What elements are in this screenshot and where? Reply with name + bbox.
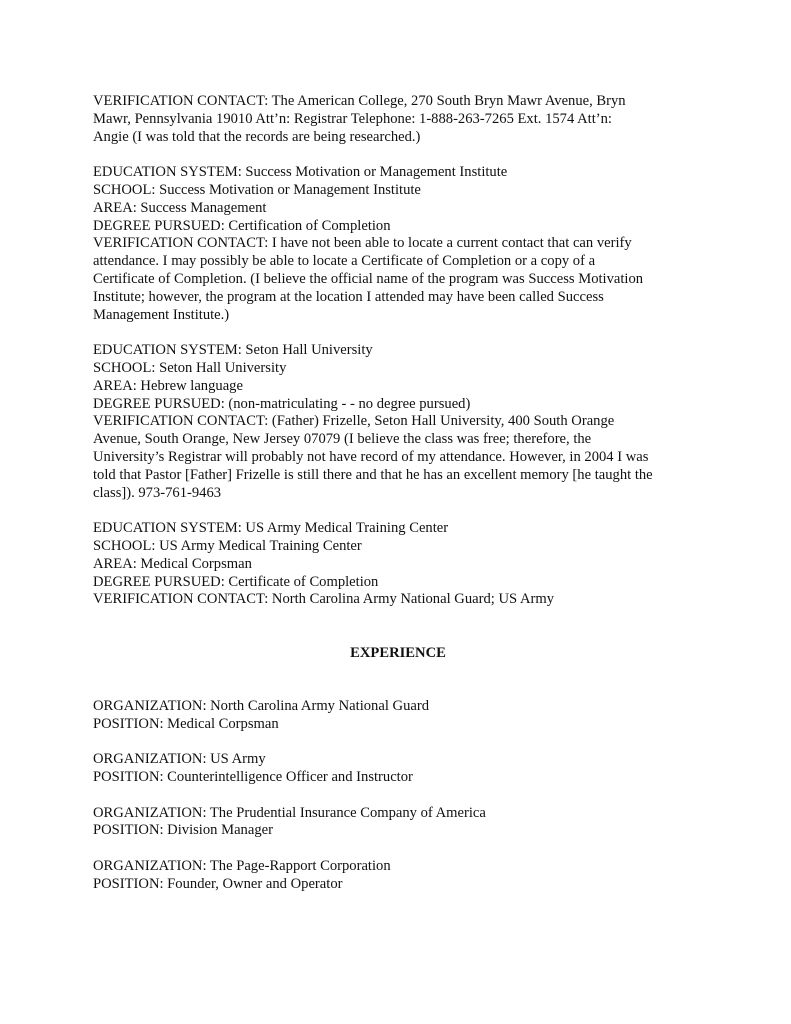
- experience-entry: [93, 858, 703, 894]
- text-line: AREA: Hebrew language: [93, 377, 243, 394]
- text-line: class]). 973-761-9463: [93, 484, 222, 501]
- organization-line: ORGANIZATION: North Carolina Army National Guard: [93, 697, 429, 714]
- american-college-verification: [93, 93, 703, 146]
- text-line: EDUCATION SYSTEM: Seton Hall University: [93, 342, 373, 359]
- text-line: VERIFICATION CONTACT: The American College, 270 South Bryn Mawr Avenue, Bryn: [93, 93, 626, 109]
- text-line: SCHOOL: Success Motivation or Management Institute: [93, 181, 421, 198]
- text-line: VERIFICATION CONTACT: (Father) Frizelle, Seton Hall University, 400 South Orange: [93, 413, 615, 430]
- education-entry-us-army-medical: [93, 520, 703, 609]
- text-line: VERIFICATION CONTACT: I have not been able to locate a current contact that can verify: [93, 235, 632, 252]
- text-line: Angie (I was told that the records are being researched.): [93, 128, 421, 145]
- text-line: Avenue, South Orange, New Jersey 07079 (I believe the class was free; therefore, the: [93, 431, 592, 448]
- text-line: AREA: Success Management: [93, 199, 267, 216]
- text-line: SCHOOL: US Army Medical Training Center: [93, 537, 362, 554]
- document-page: [93, 93, 703, 911]
- text-line: Institute; however, the program at the location I attended may have been called Success: [93, 288, 604, 305]
- text-line: University’s Registrar will probably not have record of my attendance. However, in 2004 I was: [93, 448, 649, 465]
- text-line: AREA: Medical Corpsman: [93, 555, 252, 572]
- text-line: SCHOOL: Seton Hall University: [93, 359, 287, 376]
- text-line: attendance. I may possibly be able to locate a Certificate of Completion or a copy of a: [93, 253, 596, 270]
- text-line: EDUCATION SYSTEM: US Army Medical Training Center: [93, 520, 449, 537]
- position-line: POSITION: Counterintelligence Officer and Instructor: [93, 769, 413, 786]
- text-line: DEGREE PURSUED: Certificate of Completion: [93, 573, 379, 590]
- position-line: POSITION: Founder, Owner and Operator: [93, 875, 343, 892]
- education-entry-seton-hall: [93, 342, 703, 502]
- text-line: told that Pastor [Father] Frizelle is still there and that he has an excellent memory [he taught the: [93, 466, 653, 483]
- text-line: Mawr, Pennsylvania 19010 Att’n: Registrar Telephone: 1-888-263-7265 Ext. 1574 Att’n:: [93, 110, 612, 127]
- text-line: DEGREE PURSUED: (non-matriculating - - no degree pursued): [93, 395, 471, 412]
- text-line: VERIFICATION CONTACT: North Carolina Army National Guard; US Army: [93, 591, 555, 608]
- experience-entry: [93, 751, 703, 787]
- experience-heading: EXPERIENCE: [350, 645, 446, 662]
- text-line: Certificate of Completion. (I believe the official name of the program was Success Motivation: [93, 270, 644, 287]
- organization-line: ORGANIZATION: US Army: [93, 751, 266, 768]
- organization-line: ORGANIZATION: The Prudential Insurance Company of America: [93, 804, 486, 821]
- education-entry-success-motivation: [93, 164, 703, 324]
- text-line: Management Institute.): [93, 306, 230, 323]
- text-line: DEGREE PURSUED: Certification of Completion: [93, 217, 391, 234]
- text-line: EDUCATION SYSTEM: Success Motivation or Management Institute: [93, 164, 508, 181]
- experience-entry: [93, 805, 703, 841]
- experience-entry: [93, 698, 703, 734]
- position-line: POSITION: Medical Corpsman: [93, 715, 279, 732]
- position-line: POSITION: Division Manager: [93, 822, 273, 839]
- organization-line: ORGANIZATION: The Page-Rapport Corporation: [93, 858, 391, 875]
